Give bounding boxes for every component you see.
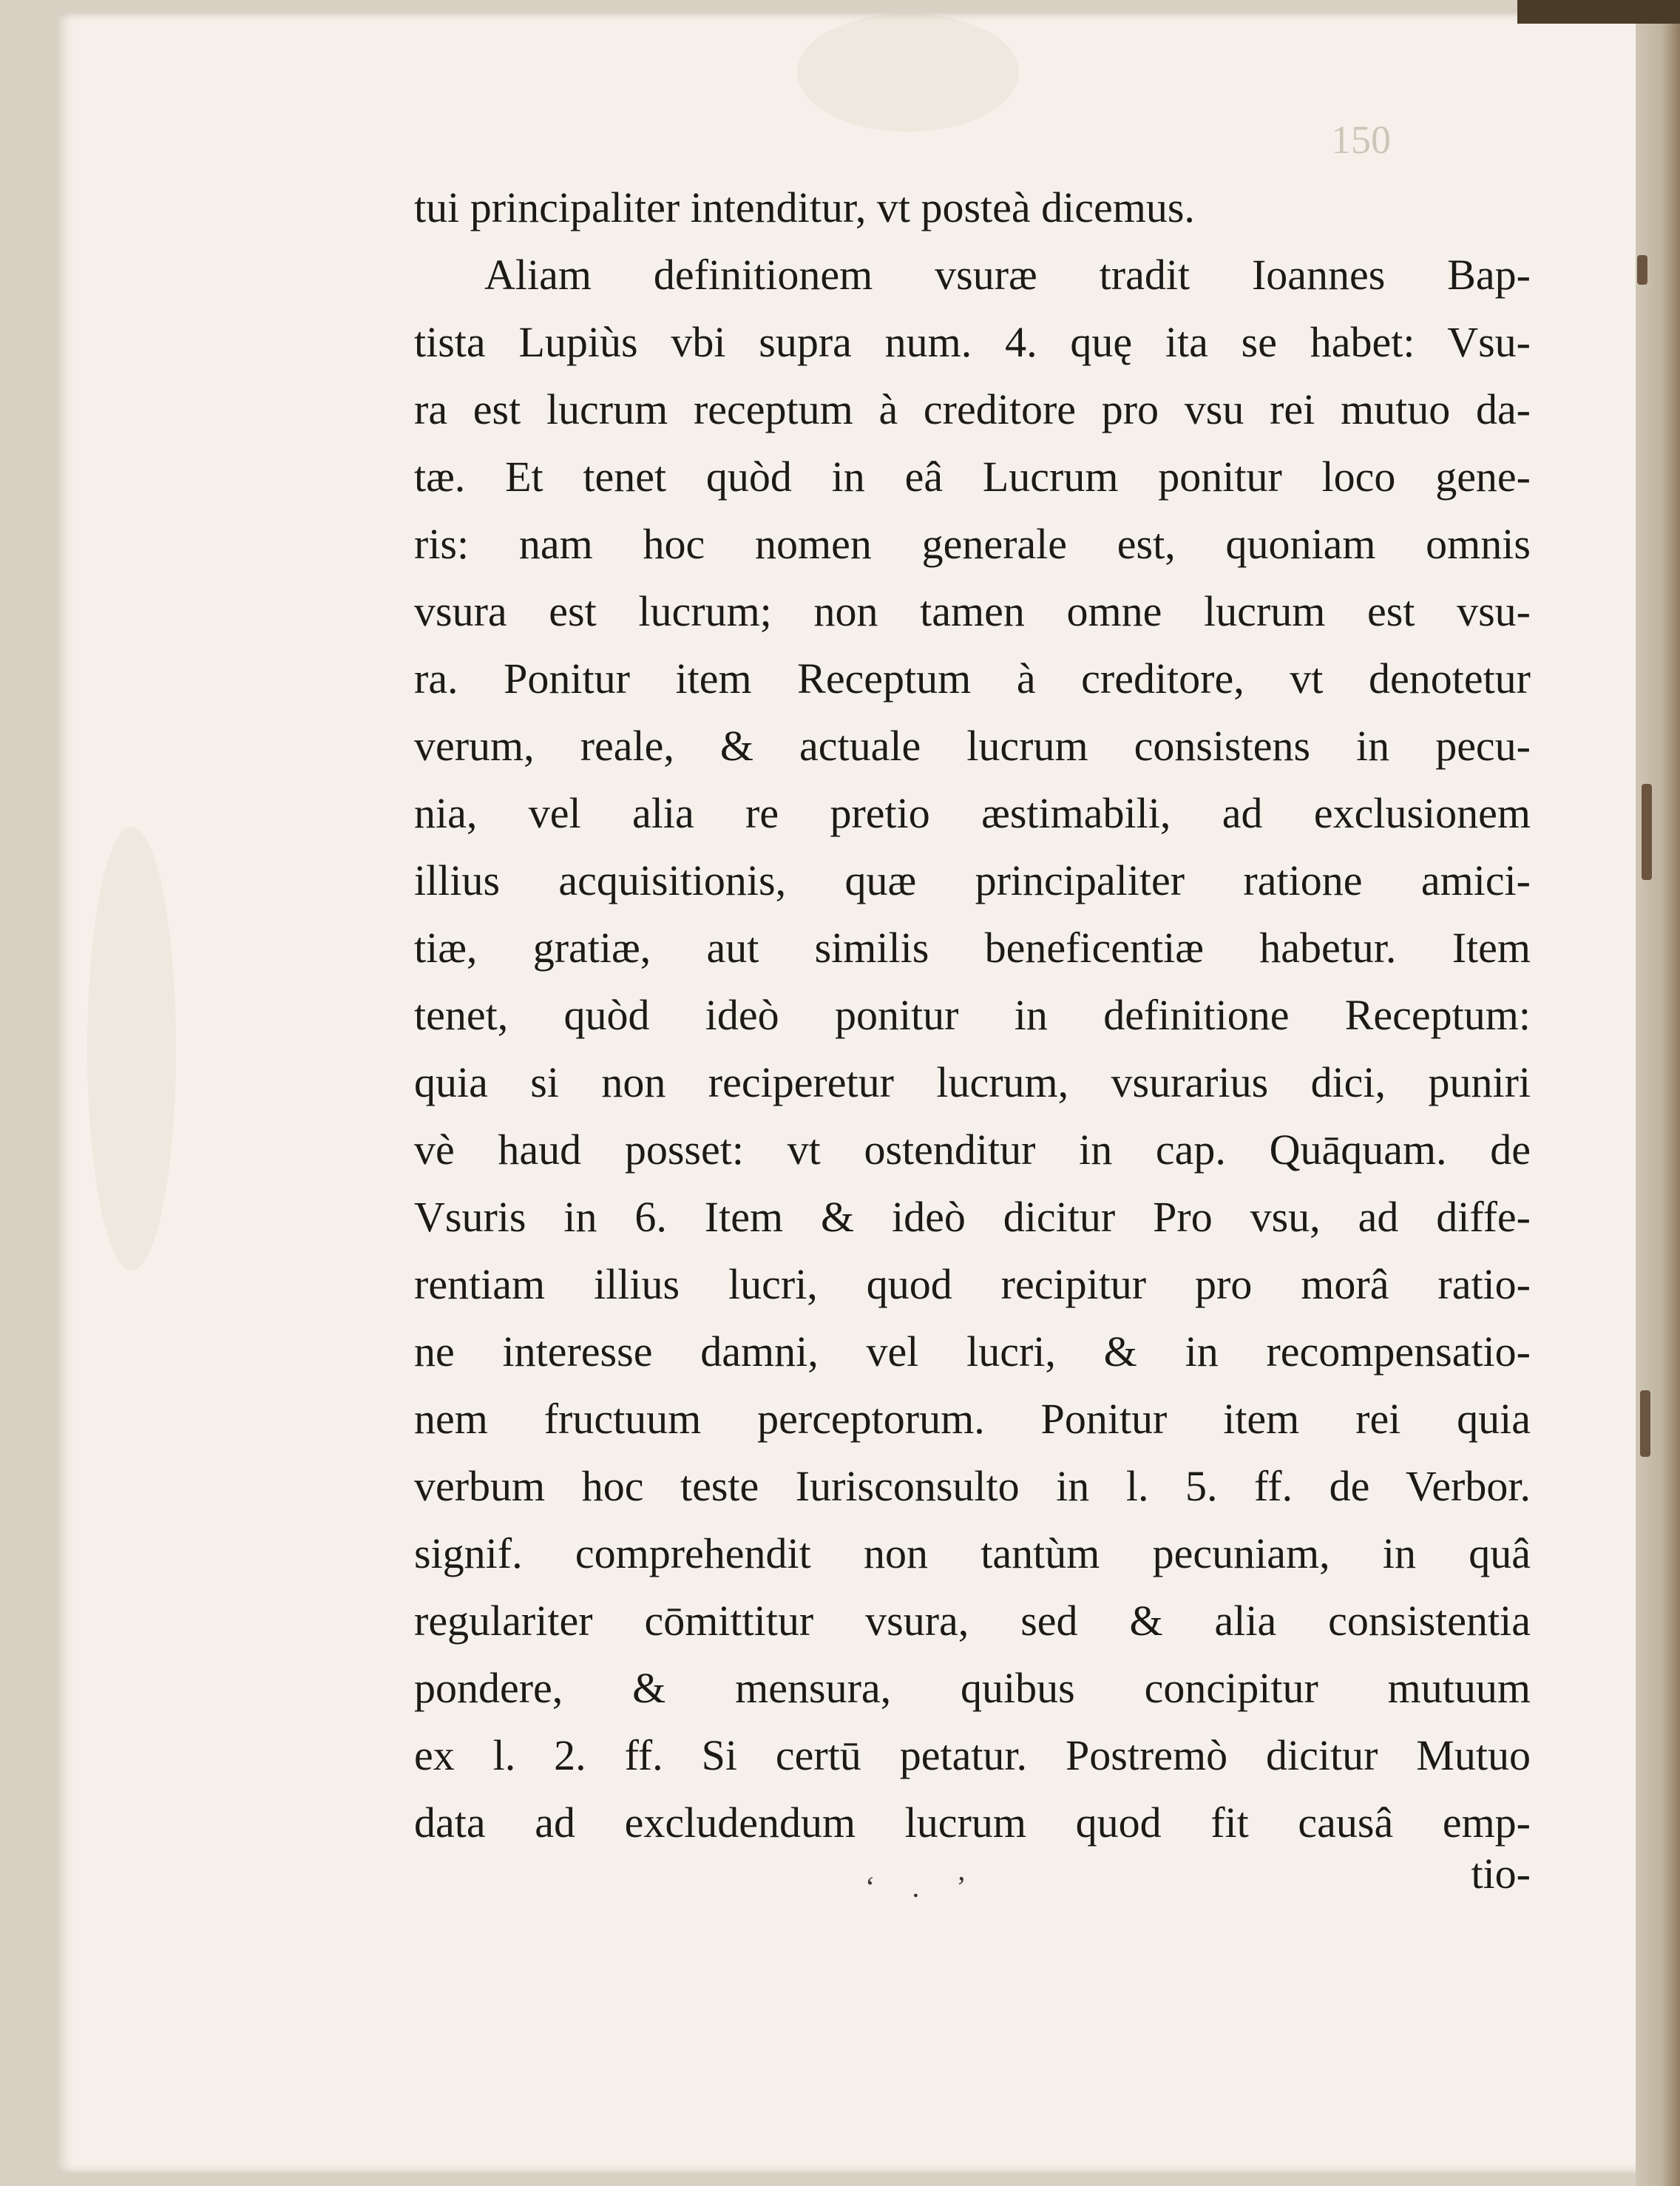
- text-line: signif. comprehendit non tantùm pecuniam, in quâ: [414, 1529, 1531, 1577]
- text-line: data ad excludendum lucrum quod fit causâ emp-: [414, 1798, 1531, 1847]
- text-line: Vsuris in 6. Item & ideò dicitur Pro vsu, ad diffe-: [414, 1193, 1531, 1241]
- catchword-row: [414, 1849, 1531, 1916]
- text-line: nia, vel alia re pretio æstimabili, ad exclusionem: [414, 789, 1531, 837]
- text-line: quia si non reciperetur lucrum, vsurarius dici, puniri: [414, 1058, 1531, 1106]
- text-line: ne interesse damni, vel lucri, & in recompensatio-: [414, 1327, 1531, 1375]
- paper-stain: [87, 827, 176, 1270]
- book-binding-edge: [1636, 0, 1680, 2186]
- body-text: [414, 174, 1531, 1856]
- text-line: ra est lucrum receptum à creditore pro vsu rei mutuo da-: [414, 385, 1531, 433]
- text-line: ris: nam hoc nomen generale est, quoniam omnis: [414, 520, 1531, 568]
- text-line: ra. Ponitur item Receptum à creditore, vt denotetur: [414, 654, 1531, 703]
- text-line: tenet, quòd ideò ponitur in definitione Receptum:: [414, 991, 1531, 1039]
- text-line: ex l. 2. ff. Si certū petatur. Postremò dicitur Mutuo: [414, 1731, 1531, 1779]
- text-line: nem fructuum perceptorum. Ponitur item rei quia: [414, 1395, 1531, 1443]
- page-number-bleedthrough: 150: [1331, 118, 1391, 162]
- text-line: tista Lupiùs vbi supra num. 4. quę ita se habet: Vsu-: [414, 318, 1531, 366]
- text-line: tæ. Et tenet quòd in eâ Lucrum ponitur loco gene-: [414, 453, 1531, 501]
- binding-thread-mark: [1642, 784, 1652, 880]
- signature-marks: ʻ . ʼ: [865, 1870, 981, 1904]
- binding-thread-mark: [1640, 1390, 1650, 1457]
- text-line: Aliam definitionem vsuræ tradit Ioannes Bap-: [484, 251, 1531, 299]
- text-line: tiæ, gratiæ, aut similis beneficentiæ habetur. Item: [414, 924, 1531, 972]
- text-line: verbum hoc teste Iurisconsulto in l. 5. ff. de Verbor.: [414, 1462, 1531, 1510]
- text-line: regulariter cōmittitur vsura, sed & alia consistentia: [414, 1597, 1531, 1645]
- binding-thread-mark: [1637, 255, 1647, 285]
- text-line: rentiam illius lucri, quod recipitur pro morâ ratio-: [414, 1260, 1531, 1308]
- text-line: vsura est lucrum; non tamen omne lucrum est vsu-: [414, 587, 1531, 635]
- paper-stain: [797, 13, 1019, 132]
- text-line: pondere, & mensura, quibus concipitur mutuum: [414, 1664, 1531, 1712]
- text-line: vè haud posset: vt ostenditur in cap. Quāquam. de: [414, 1126, 1531, 1174]
- text-line: illius acquisitionis, quæ principaliter ratione amici-: [414, 856, 1531, 904]
- catchword: tio-: [1471, 1850, 1531, 1898]
- binding-cover-corner: [1517, 0, 1680, 24]
- text-line: tui principaliter intenditur, vt posteà dicemus.: [414, 183, 1195, 231]
- text-line: verum, reale, & actuale lucrum consistens in pecu-: [414, 722, 1531, 770]
